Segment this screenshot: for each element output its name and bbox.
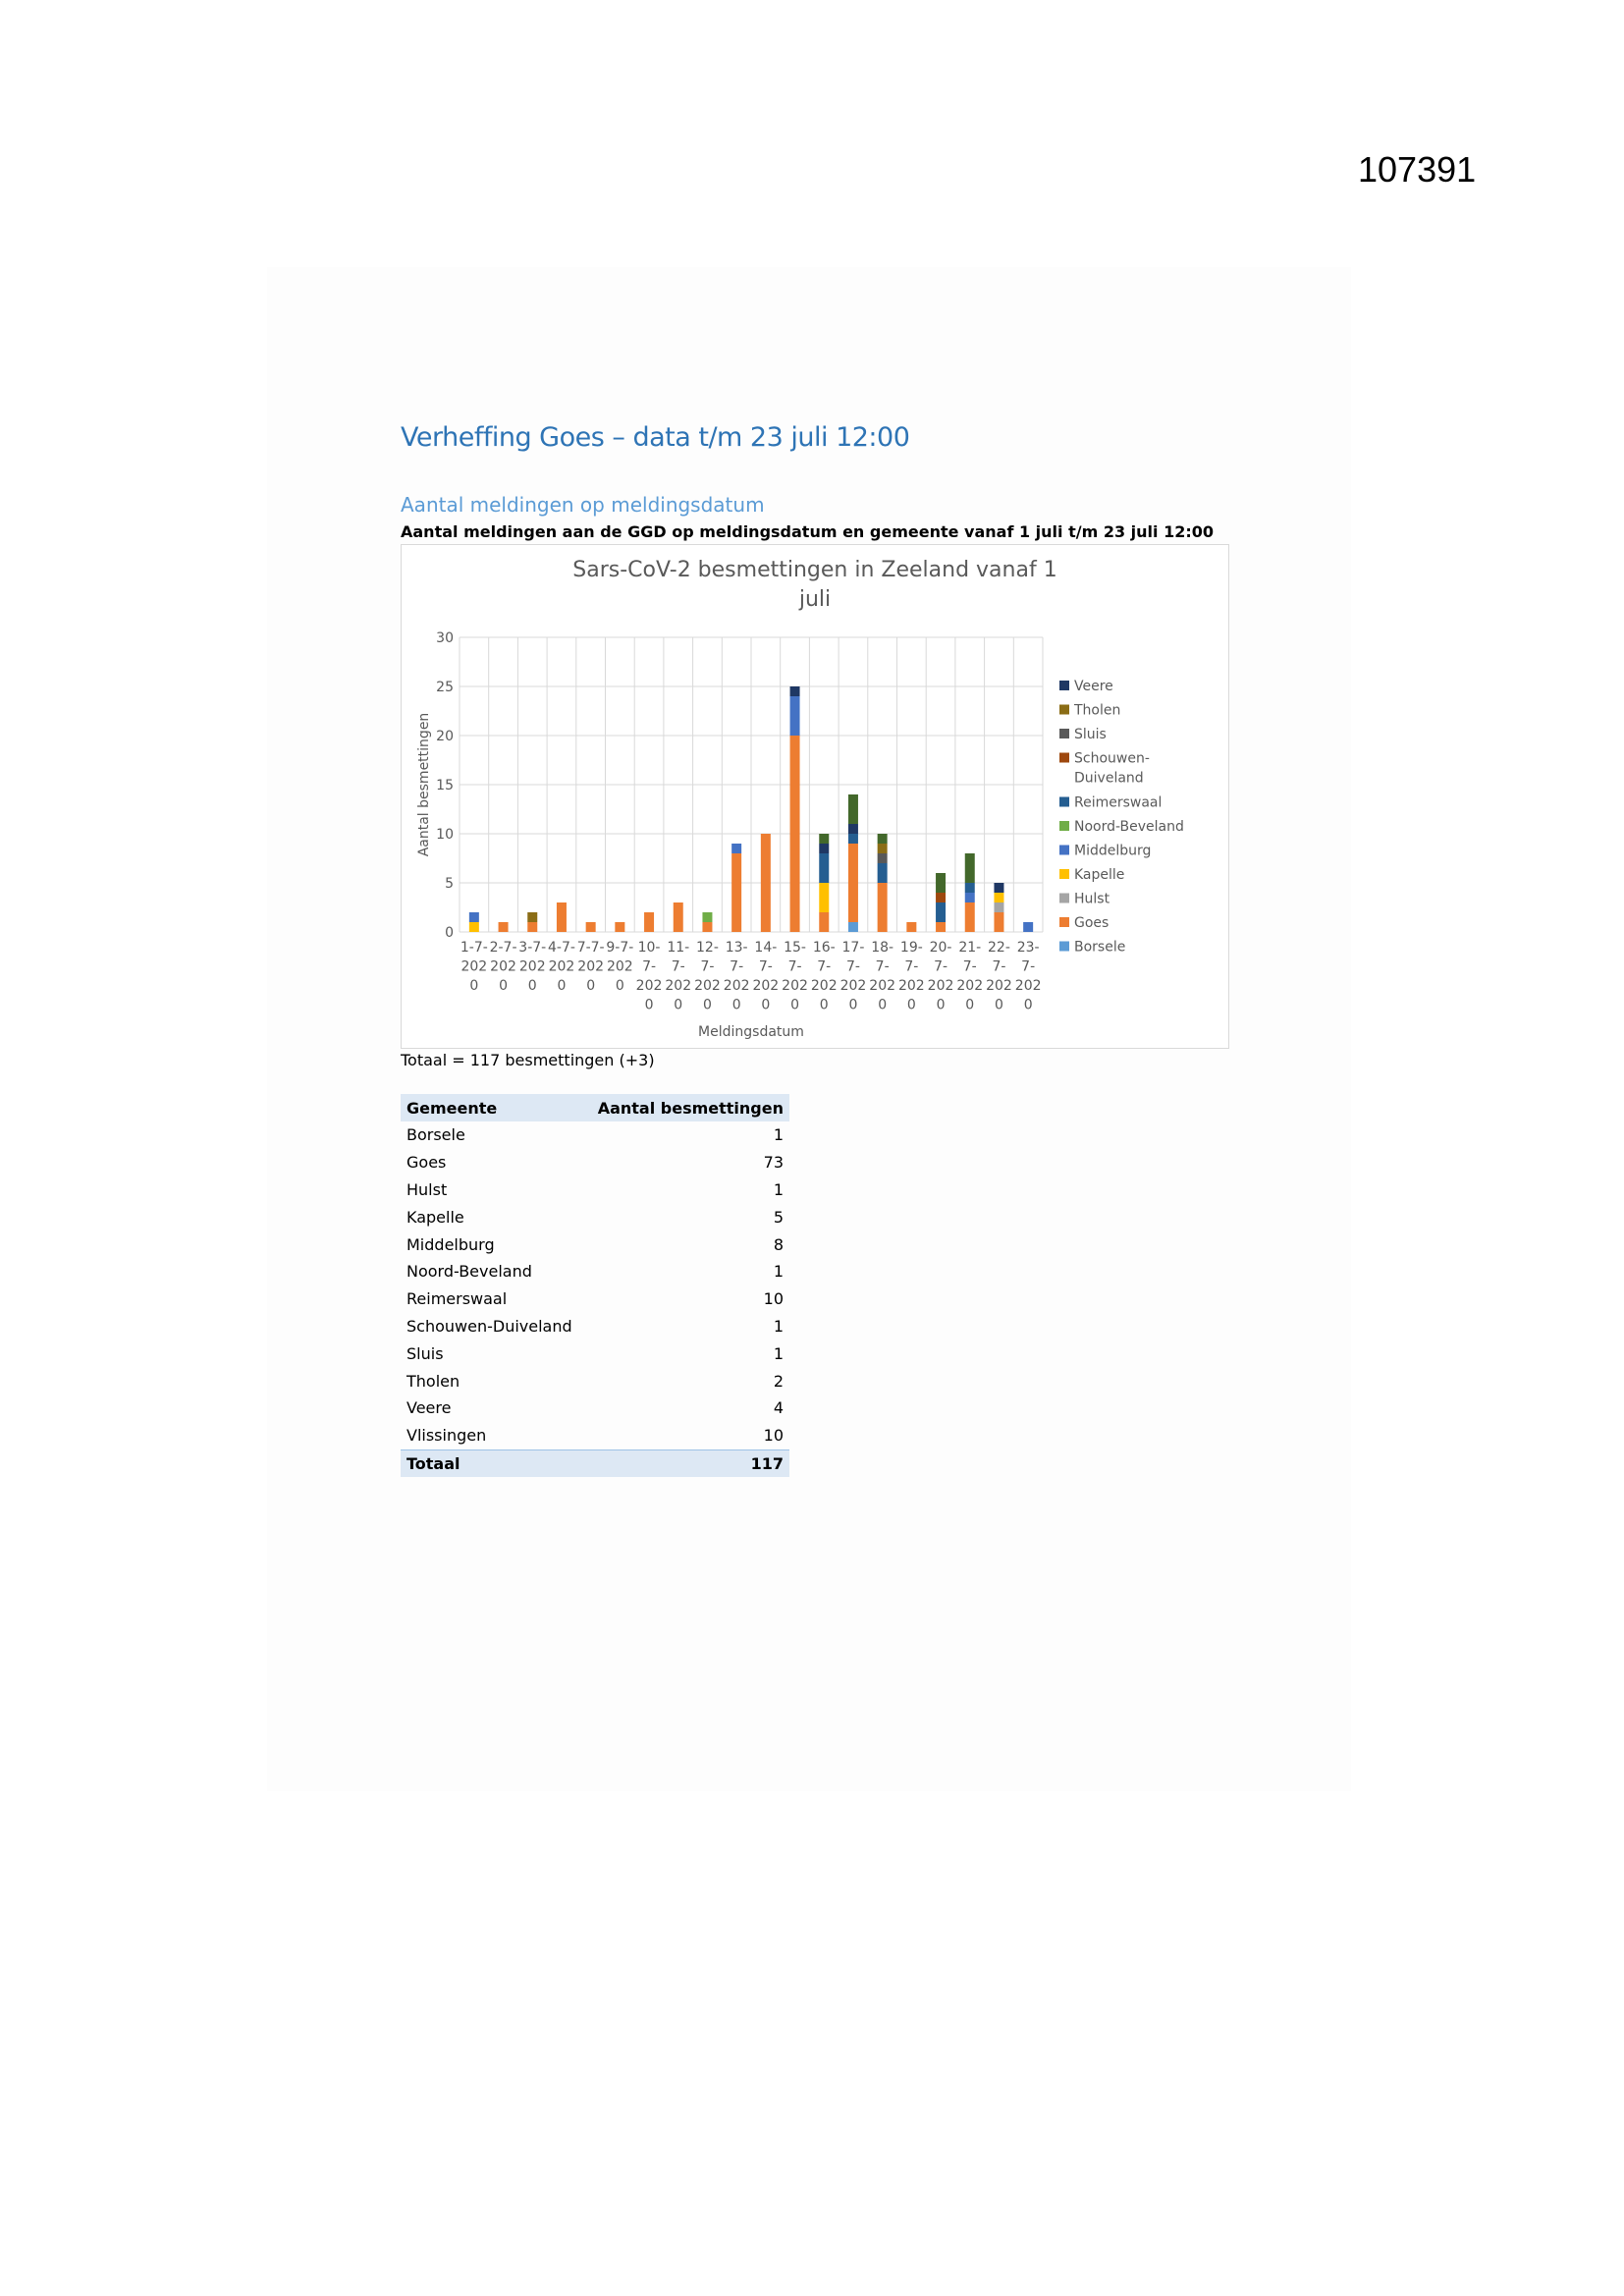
- section-subtitle: Aantal meldingen op meldingsdatum: [401, 493, 765, 517]
- chart-container: [401, 544, 1229, 1049]
- x-tick-label: 0: [644, 997, 654, 1013]
- legend-swatch-middelburg: [1059, 846, 1069, 855]
- legend-label: Borsele: [1074, 939, 1126, 956]
- x-tick-label: 7-: [758, 958, 773, 975]
- stacked-bar-chart: [402, 545, 1228, 1048]
- legend-label: Duiveland: [1074, 770, 1144, 787]
- x-tick-label: 13-: [725, 940, 748, 956]
- bar-segment-goes: [790, 736, 800, 932]
- x-tick-label: 202: [810, 978, 838, 994]
- x-tick-label: 0: [994, 997, 1003, 1013]
- table-row: [401, 1367, 789, 1394]
- x-tick-label: 0: [731, 997, 741, 1013]
- x-tick-label: 1-7-: [460, 940, 488, 956]
- legend-label: Reimerswaal: [1074, 794, 1163, 811]
- x-tick-label: 202: [635, 978, 663, 994]
- x-tick-label: 20-: [929, 940, 952, 956]
- bar-segment-vlissingen: [965, 853, 975, 883]
- bar-segment-sluis: [878, 853, 888, 863]
- legend-label: Kapelle: [1074, 867, 1125, 883]
- total-value: 117: [584, 1449, 789, 1477]
- total-label: Totaal: [401, 1449, 584, 1477]
- bar-segment-reimerswaal: [848, 834, 858, 844]
- cell-aantal: 4: [773, 1398, 784, 1418]
- legend-swatch-tholen: [1059, 705, 1069, 715]
- bar-segment-goes: [644, 912, 654, 932]
- x-tick-label: 23-: [1016, 940, 1040, 956]
- x-tick-label: 202: [606, 958, 633, 975]
- cell-aantal: 10: [763, 1289, 784, 1309]
- cell-aantal: 1: [773, 1316, 784, 1336]
- legend-swatch-sluis: [1059, 729, 1069, 738]
- bar-segment-middelburg: [965, 893, 975, 902]
- bar-segment-middelburg: [731, 844, 741, 853]
- x-tick-label: 0: [557, 978, 567, 994]
- x-tick-label: 0: [586, 978, 596, 994]
- cell-aantal: 73: [763, 1153, 784, 1173]
- table-row: [401, 1313, 789, 1340]
- bar-segment-veere: [819, 844, 829, 853]
- bar-segment-noord-beveland: [702, 912, 712, 922]
- table-row: [401, 1230, 789, 1258]
- x-tick-label: 0: [878, 997, 888, 1013]
- x-tick-label: 4-7-: [547, 940, 575, 956]
- y-tick-label: 5: [445, 876, 454, 892]
- bar-segment-borsele: [848, 922, 858, 932]
- x-tick-label: 202: [518, 958, 546, 975]
- x-tick-label: 7-: [700, 958, 715, 975]
- bar-segment-hulst: [994, 902, 1003, 912]
- bar-segment-veere: [848, 824, 858, 834]
- bar-segment-goes: [557, 902, 567, 932]
- bar-segment-tholen: [878, 844, 888, 853]
- table-row: [401, 1339, 789, 1367]
- x-tick-label: 202: [897, 978, 925, 994]
- bar-segment-middelburg: [469, 912, 479, 922]
- x-tick-label: 9-7-: [606, 940, 634, 956]
- x-tick-label: 18-: [871, 940, 894, 956]
- legend-swatch-borsele: [1059, 942, 1069, 952]
- y-tick-label: 25: [436, 680, 454, 695]
- cell-aantal: 1: [773, 1179, 784, 1199]
- bar-segment-goes: [936, 922, 946, 932]
- x-tick-label: 202: [956, 978, 984, 994]
- total-line: Totaal = 117 besmettingen (+3): [401, 1051, 655, 1069]
- table-row: [401, 1258, 789, 1285]
- bar-segment-middelburg: [790, 696, 800, 736]
- table-row: [401, 1422, 789, 1449]
- x-axis-label: Meldingsdatum: [698, 1024, 804, 1040]
- bar-segment-kapelle: [819, 883, 829, 912]
- cell-gemeente: Middelburg: [406, 1234, 495, 1254]
- legend-swatch-veere: [1059, 681, 1069, 690]
- legend-label: Sluis: [1074, 727, 1107, 742]
- x-tick-label: 202: [927, 978, 954, 994]
- y-tick-label: 20: [436, 729, 454, 744]
- cell-gemeente: Tholen: [406, 1371, 460, 1391]
- cell-aantal: 5: [773, 1207, 784, 1227]
- legend-label: Hulst: [1074, 891, 1110, 907]
- bar-segment-vlissingen: [878, 834, 888, 844]
- bar-segment-goes: [586, 922, 596, 932]
- cell-gemeente: Noord-Beveland: [406, 1262, 532, 1282]
- table-total-row: [401, 1449, 789, 1477]
- x-tick-label: 0: [469, 978, 479, 994]
- cell-aantal: 1: [773, 1343, 784, 1363]
- x-tick-label: 202: [1014, 978, 1042, 994]
- x-tick-label: 0: [848, 997, 858, 1013]
- x-tick-label: 7-: [962, 958, 977, 975]
- bar-segment-goes: [994, 912, 1003, 932]
- header-gemeente: Gemeente: [401, 1094, 584, 1121]
- chart-title: juli: [798, 587, 832, 612]
- page-title: Verheffing Goes – data t/m 23 juli 12:00: [401, 422, 910, 453]
- legend-label: Schouwen-: [1074, 750, 1150, 767]
- bar-segment-goes: [527, 922, 537, 932]
- x-tick-label: 15-: [784, 940, 806, 956]
- cell-gemeente: Schouwen-Duiveland: [406, 1316, 572, 1336]
- y-tick-label: 15: [436, 778, 454, 793]
- bar-segment-goes: [906, 922, 916, 932]
- table-row: [401, 1176, 789, 1204]
- bar-segment-goes: [819, 912, 829, 932]
- bar-segment-kapelle: [994, 893, 1003, 902]
- x-tick-label: 7-: [934, 958, 948, 975]
- x-tick-label: 202: [577, 958, 605, 975]
- bar-segment-goes: [674, 902, 683, 932]
- bar-segment-veere: [790, 686, 800, 696]
- cell-gemeente: Veere: [406, 1398, 452, 1418]
- x-tick-label: 0: [936, 997, 946, 1013]
- y-tick-label: 30: [436, 630, 454, 646]
- legend-swatch-kapelle: [1059, 869, 1069, 879]
- bar-segment-goes: [965, 902, 975, 932]
- legend-label: Veere: [1074, 679, 1113, 694]
- y-tick-label: 0: [445, 925, 454, 941]
- cell-gemeente: Vlissingen: [406, 1426, 487, 1446]
- legend-label: Goes: [1074, 915, 1110, 931]
- legend-swatch-goes: [1059, 917, 1069, 927]
- x-tick-label: 202: [782, 978, 808, 994]
- chart-title: Sars-CoV-2 besmettingen in Zeeland vanaf 1: [572, 558, 1057, 582]
- x-tick-label: 0: [674, 997, 683, 1013]
- bar-segment-goes: [499, 922, 509, 932]
- bar-segment-veere: [994, 883, 1003, 893]
- x-tick-label: 7-: [845, 958, 860, 975]
- y-tick-label: 10: [436, 827, 454, 843]
- bar-segment-kapelle: [469, 922, 479, 932]
- legend-label: Noord-Beveland: [1074, 819, 1184, 835]
- x-tick-label: 0: [702, 997, 712, 1013]
- bar-segment-reimerswaal: [936, 902, 946, 922]
- legend-swatch-reimerswaal: [1059, 797, 1069, 807]
- bar-segment-goes: [761, 834, 771, 932]
- x-tick-label: 0: [819, 997, 829, 1013]
- x-tick-label: 202: [869, 978, 896, 994]
- x-tick-label: 0: [1023, 997, 1033, 1013]
- x-tick-label: 7-: [904, 958, 919, 975]
- x-tick-label: 7-: [787, 958, 802, 975]
- header-aantal: Aantal besmettingen: [584, 1094, 789, 1121]
- bar-segment-vlissingen: [848, 794, 858, 824]
- x-tick-label: 10-: [637, 940, 661, 956]
- x-tick-label: 2-7-: [489, 940, 517, 956]
- document-number: 107391: [1358, 149, 1477, 190]
- x-tick-label: 0: [615, 978, 624, 994]
- x-tick-label: 202: [986, 978, 1012, 994]
- table-row: [401, 1149, 789, 1176]
- cell-aantal: 8: [773, 1234, 784, 1254]
- bar-segment-reimerswaal: [819, 853, 829, 883]
- bar-segment-schouwen-duiveland: [936, 893, 946, 902]
- legend-swatch-noord-beveland: [1059, 821, 1069, 831]
- bar-segment-reimerswaal: [965, 883, 975, 893]
- bar-segment-goes: [615, 922, 624, 932]
- x-tick-label: 0: [499, 978, 509, 994]
- legend-label: Tholen: [1074, 702, 1121, 719]
- table-header-row: [401, 1094, 789, 1121]
- x-tick-label: 0: [965, 997, 975, 1013]
- x-tick-label: 17-: [841, 940, 865, 956]
- x-tick-label: 202: [548, 958, 575, 975]
- x-tick-label: 7-7-: [576, 940, 605, 956]
- x-tick-label: 202: [665, 978, 692, 994]
- bar-segment-vlissingen: [819, 834, 829, 844]
- cell-gemeente: Sluis: [406, 1343, 444, 1363]
- municipality-table: [401, 1094, 789, 1477]
- x-tick-label: 7-: [671, 958, 685, 975]
- x-tick-label: 7-: [1021, 958, 1036, 975]
- x-tick-label: 22-: [988, 940, 1010, 956]
- bar-segment-goes: [878, 883, 888, 932]
- cell-aantal: 1: [773, 1262, 784, 1282]
- x-tick-label: 0: [790, 997, 800, 1013]
- table-row: [401, 1203, 789, 1230]
- legend-swatch-schouwen-duiveland: [1059, 753, 1069, 763]
- x-tick-label: 7-: [992, 958, 1006, 975]
- x-tick-label: 202: [723, 978, 750, 994]
- bar-segment-reimerswaal: [878, 863, 888, 883]
- table-row: [401, 1285, 789, 1313]
- x-tick-label: 7-: [642, 958, 657, 975]
- cell-gemeente: Borsele: [406, 1125, 465, 1145]
- legend-swatch-hulst: [1059, 894, 1069, 903]
- cell-gemeente: Reimerswaal: [406, 1289, 508, 1309]
- bar-segment-goes: [731, 853, 741, 932]
- x-tick-label: 7-: [875, 958, 890, 975]
- bar-segment-tholen: [527, 912, 537, 922]
- x-tick-label: 21-: [958, 940, 982, 956]
- table-row: [401, 1121, 789, 1149]
- x-tick-label: 202: [490, 958, 516, 975]
- x-tick-label: 0: [527, 978, 537, 994]
- x-tick-label: 7-: [730, 958, 744, 975]
- x-tick-label: 0: [906, 997, 916, 1013]
- cell-gemeente: Kapelle: [406, 1207, 464, 1227]
- bar-segment-vlissingen: [936, 873, 946, 893]
- x-tick-label: 14-: [754, 940, 778, 956]
- x-tick-label: 7-: [817, 958, 832, 975]
- cell-aantal: 2: [773, 1371, 784, 1391]
- y-axis-label: Aantal besmettingen: [416, 712, 432, 857]
- cell-aantal: 10: [763, 1426, 784, 1446]
- x-tick-label: 202: [839, 978, 867, 994]
- bar-segment-goes: [848, 844, 858, 922]
- legend-label: Middelburg: [1074, 843, 1152, 859]
- x-tick-label: 202: [460, 958, 488, 975]
- x-tick-label: 0: [761, 997, 771, 1013]
- bar-segment-middelburg: [1023, 922, 1033, 932]
- chart-caption: Aantal meldingen aan de GGD op meldingsdatum en gemeente vanaf 1 juli t/m 23 juli 12:00: [401, 522, 1215, 541]
- cell-gemeente: Hulst: [406, 1179, 448, 1199]
- cell-aantal: 1: [773, 1125, 784, 1145]
- table-body: [401, 1121, 789, 1477]
- x-tick-label: 3-7-: [518, 940, 547, 956]
- x-tick-label: 12-: [696, 940, 719, 956]
- table-row: [401, 1394, 789, 1422]
- x-tick-label: 202: [752, 978, 780, 994]
- bar-segment-goes: [702, 922, 712, 932]
- x-tick-label: 202: [694, 978, 721, 994]
- x-tick-label: 11-: [667, 940, 690, 956]
- cell-gemeente: Goes: [406, 1153, 447, 1173]
- x-tick-label: 16-: [812, 940, 836, 956]
- x-tick-label: 19-: [899, 940, 923, 956]
